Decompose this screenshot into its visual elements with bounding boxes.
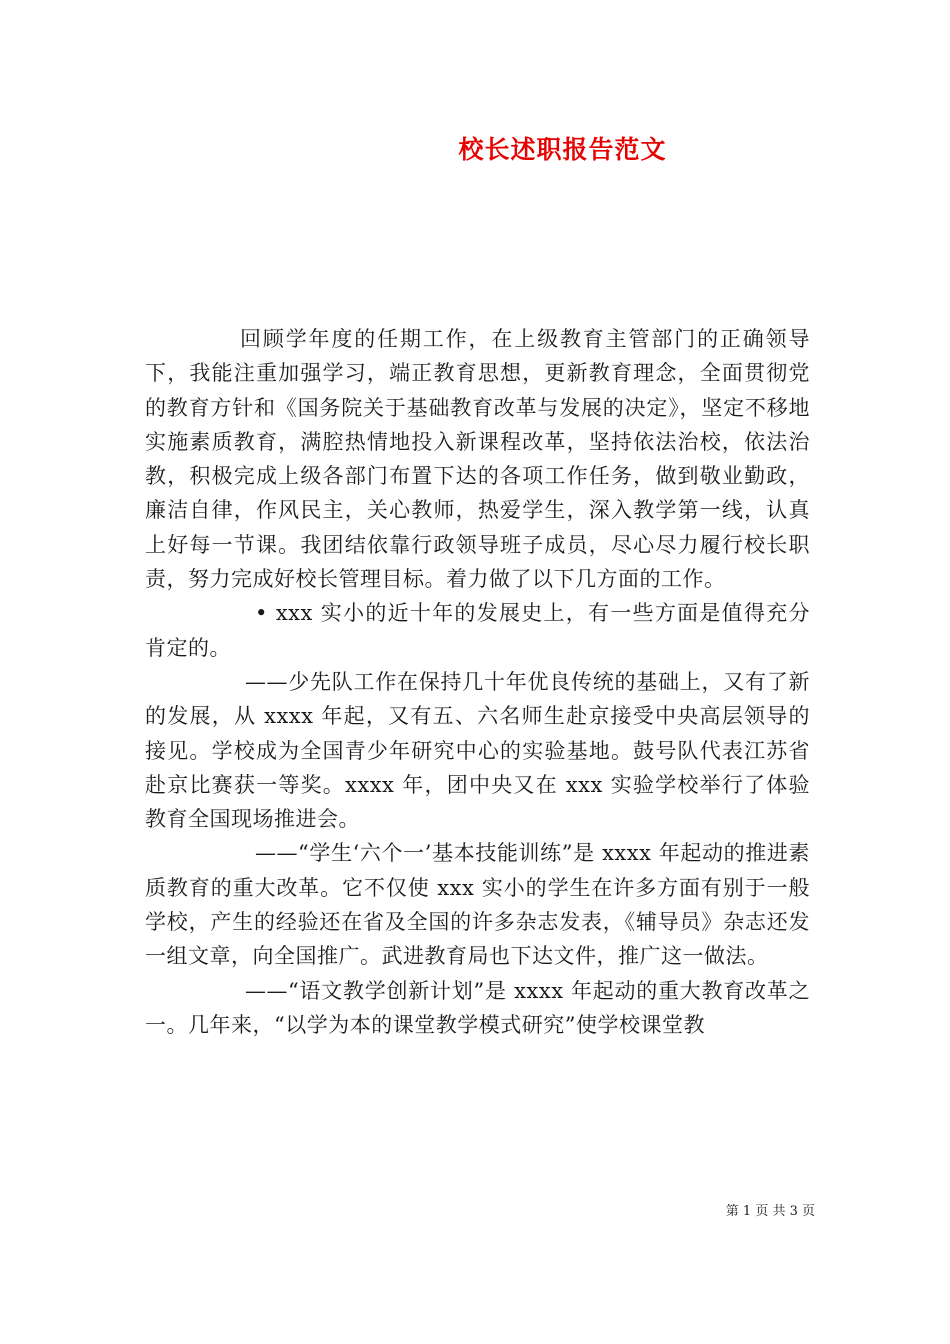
document-title: 校长述职报告范文 xyxy=(458,135,667,164)
paragraph-young-pioneers: ——少先队工作在保持几十年优良传统的基础上，又有了新的发展，从 xxxx 年起，又有五、六名师生赴京接受中央高层领导的接见。学校成为全国青少年研究中心的实验基地。鼓号队代表江苏省赴京比赛获一等奖。xxxx 年，团中央又在 xxx 实验学校举行了体验教育全国现场推进会。 xyxy=(145,669,810,832)
paragraph-bullet-summary: • xxx 实小的近十年的发展史上，有一些方面是值得充分肯定的。 xyxy=(145,601,810,660)
page-footer: 第 1 页 共 3 页 xyxy=(725,1204,815,1219)
paragraph-six-skills: ——“学生‘六个一’基本技能训练”是 xxxx 年起动的推进素质教育的重大改革。它不仅使 xxx 实小的学生在许多方面有别于一般学校，产生的经验还在省及全国的许多杂志发表，《辅导员》杂志还发一组文章，向全国推广。武进教育局也下达文件，推广这一做法。 xyxy=(145,841,810,969)
paragraph-intro: 回顾学年度的任期工作，在上级教育主管部门的正确领导下，我能注重加强学习，端正教育思想，更新教育理念，全面贯彻党的教育方针和《国务院关于基础教育改革与发展的决定》，坚定不移地实施素质教育，满腔热情地投入新课程改革，坚持依法治校，依法治教，积极完成上级各部门布置下达的各项工作任务，做到敬业勤政，廉洁自律，作风民主，关心教师，热爱学生，深入教学第一线，认真上好每一节课。我团结依靠行政领导班子成员，尽心尽力履行校长职责，努力完成好校长管理目标。着力做了以下几方面的工作。 xyxy=(145,327,810,592)
document-body xyxy=(145,322,810,1042)
paragraph-chinese-innovation: ——“语文教学创新计划”是 xxxx 年起动的重大教育改革之一。几年来，“以学为本的课堂教学模式研究”使学校课堂教 xyxy=(145,978,810,1037)
